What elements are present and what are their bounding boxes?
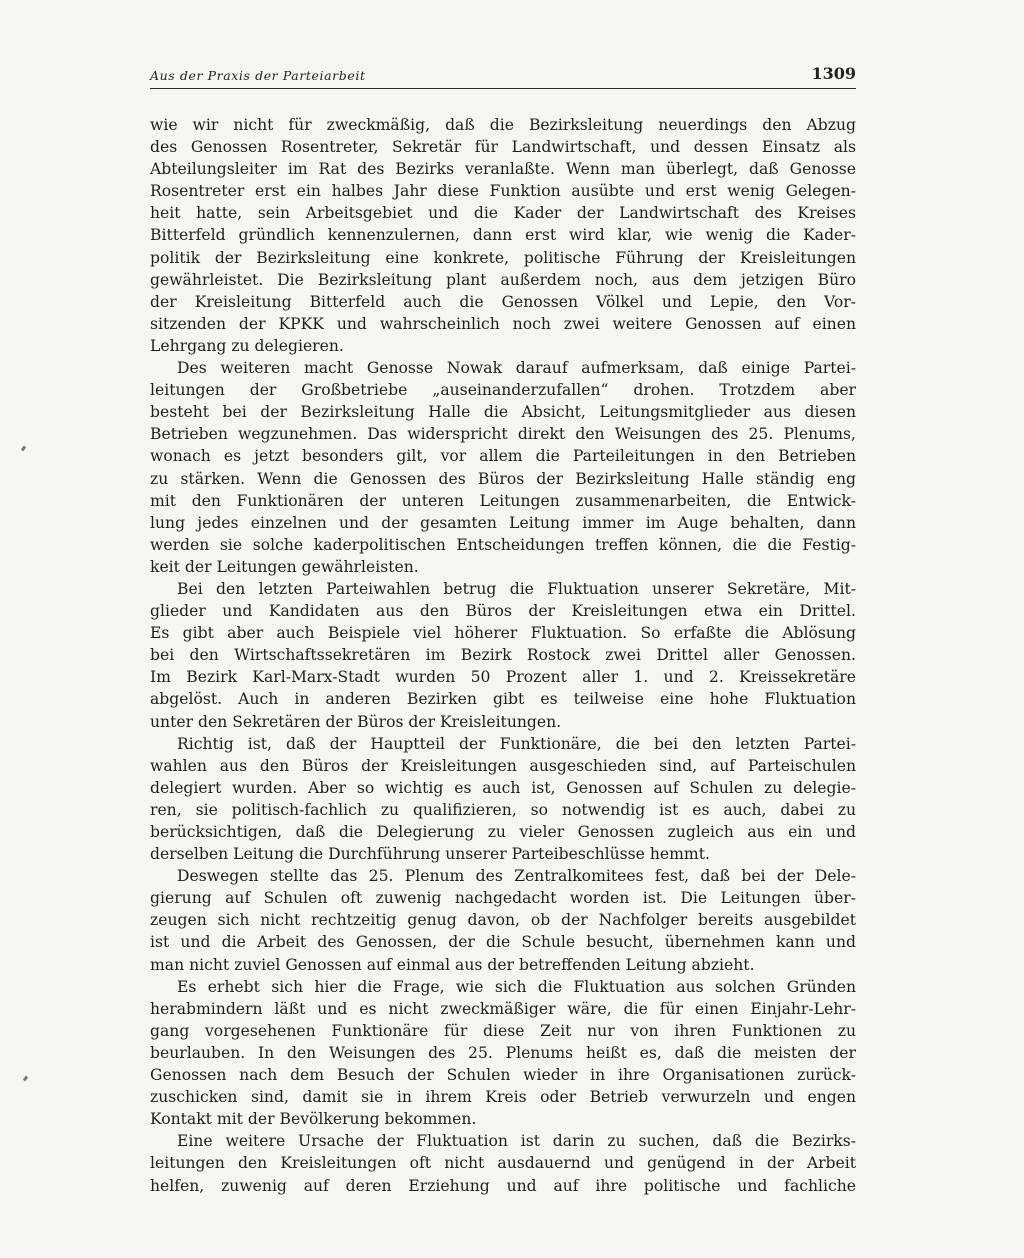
text-line: delegiert wurden. Aber so wichtig es auch ist, Genossen auf Schulen zu delegie- [150, 778, 856, 797]
text-line: des Genossen Rosentreter, Sekretär für Landwirtschaft, und dessen Einsatz als [150, 138, 856, 157]
text-line: besteht bei der Bezirksleitung Halle die Absicht, Leitungsmitglieder aus diesen [150, 403, 856, 422]
text-line: wahlen aus den Büros der Kreisleitungen ausgeschieden sind, auf Parteischulen [150, 756, 856, 775]
text-line: Es erhebt sich hier die Frage, wie sich die Fluktuation aus solchen Gründen [177, 977, 856, 996]
text-line: man nicht zuviel Genossen auf einmal aus der betreffenden Leitung abzieht. [150, 955, 755, 974]
text-line: mit den Funktionären der unteren Leitungen zusammenarbeiten, die Entwick- [150, 491, 856, 510]
running-head: Aus der Praxis der Parteiarbeit [150, 68, 366, 83]
text-line: Des weiteren macht Genosse Nowak darauf aufmerksam, daß einige Partei- [177, 359, 856, 378]
text-line: lung jedes einzelnen und der gesamten Leitung immer im Auge behalten, dann [150, 513, 856, 532]
text-line: Deswegen stellte das 25. Plenum des Zentralkomitees fest, daß bei der Dele- [177, 867, 856, 886]
text-line: ren, sie politisch-fachlich zu qualifizieren, so notwendig ist es auch, dabei zu [150, 800, 856, 819]
text-line: Richtig ist, daß der Hauptteil der Funktionäre, die bei den letzten Partei- [177, 734, 856, 753]
text-line: Es gibt aber auch Beispiele viel höherer Fluktuation. So erfaßte die Ablösung [150, 624, 856, 643]
text-line: Lehrgang zu delegieren. [150, 336, 344, 355]
text-line: Genossen nach dem Besuch der Schulen wieder in ihre Organisationen zurück- [150, 1066, 856, 1085]
page-header [150, 64, 856, 89]
text-line: Abteilungsleiter im Rat des Bezirks veranlaßte. Wenn man überlegt, daß Genosse [150, 160, 856, 179]
text-line: bei den Wirtschaftssekretären im Bezirk Rostock zwei Drittel aller Genossen. [150, 646, 856, 665]
text-line: glieder und Kandidaten aus den Büros der Kreisleitungen etwa ein Drittel. [150, 602, 856, 621]
text-line: der Kreisleitung Bitterfeld auch die Genossen Völkel und Lepie, den Vor- [150, 292, 856, 311]
text-line: wonach es jetzt besonders gilt, vor allem die Parteileitungen in den Betrieben [150, 447, 856, 466]
text-line: ist und die Arbeit des Genossen, der die Schule besucht, übernehmen kann und [150, 933, 856, 952]
text-line: unter den Sekretären der Büros der Kreisleitungen. [150, 712, 562, 731]
text-line: beurlauben. In den Weisungen des 25. Plenums heißt es, daß die meisten der [150, 1043, 856, 1062]
text-line: Eine weitere Ursache der Fluktuation ist darin zu suchen, daß die Bezirks- [177, 1132, 856, 1151]
scan-mark [21, 446, 26, 452]
scan-mark [23, 1076, 28, 1082]
text-line: Bei den letzten Parteiwahlen betrug die Fluktuation unserer Sekretäre, Mit- [177, 579, 856, 598]
text-line: zeugen sich nicht rechtzeitig genug davon, ob der Nachfolger bereits ausgebildet [150, 911, 856, 930]
text-line: Rosentreter erst ein halbes Jahr diese Funktion ausübte und erst wenig Gelegen- [150, 182, 856, 201]
text-line: Kontakt mit der Bevölkerung bekommen. [150, 1110, 477, 1129]
text-line: Im Bezirk Karl-Marx-Stadt wurden 50 Prozent aller 1. und 2. Kreissekretäre [150, 668, 856, 687]
text-line: helfen, zuwenig auf deren Erziehung und auf ihre politische und fachliche [150, 1176, 856, 1195]
page-number: 1309 [811, 64, 856, 83]
text-line: leitungen der Großbetriebe „auseinanderzufallen“ drohen. Trotzdem aber [150, 381, 856, 400]
text-line: herabmindern läßt und es nicht zweckmäßiger wäre, die für einen Einjahr-Lehr- [150, 999, 856, 1018]
text-line: derselben Leitung die Durchführung unserer Parteibeschlüsse hemmt. [150, 845, 710, 864]
text-line: berücksichtigen, daß die Delegierung zu vieler Genossen zugleich aus ein und [150, 823, 856, 841]
text-line: keit der Leitungen gewährleisten. [150, 557, 419, 576]
text-line: leitungen den Kreisleitungen oft nicht ausdauernd und genügend in der Arbeit [150, 1154, 856, 1173]
text-line: abgelöst. Auch in anderen Bezirken gibt es teilweise eine hohe Fluktuation [150, 690, 856, 709]
text-line: sitzenden der KPKK und wahrscheinlich noch zwei weitere Genossen auf einen [150, 314, 856, 333]
text-line: Betrieben wegzunehmen. Das widerspricht direkt den Weisungen des 25. Plenums, [150, 425, 856, 444]
text-line: wie wir nicht für zweckmäßig, daß die Bezirksleitung neuerdings den Abzug [150, 116, 856, 134]
text-line: zuschicken sind, damit sie in ihrem Kreis oder Betrieb verwurzeln und engen [150, 1088, 856, 1107]
text-line: politik der Bezirksleitung eine konkrete, politische Führung der Kreisleitungen [150, 248, 856, 267]
body-text [150, 114, 856, 1197]
text-line: gierung auf Schulen oft zuwenig nachgedacht worden ist. Die Leitungen über- [150, 889, 856, 908]
text-line: Bitterfeld gründlich kennenzulernen, dann erst wird klar, wie wenig die Kader- [150, 226, 856, 245]
text-line: zu stärken. Wenn die Genossen des Büros der Bezirksleitung Halle ständig eng [150, 469, 856, 488]
text-line: gang vorgesehenen Funktionäre für diese Zeit nur von ihren Funktionen zu [150, 1021, 856, 1040]
text-line: heit hatte, sein Arbeitsgebiet und die Kader der Landwirtschaft des Kreises [150, 204, 856, 223]
text-line: werden sie solche kaderpolitischen Entscheidungen treffen können, die die Festig- [150, 535, 856, 554]
text-line: gewährleistet. Die Bezirksleitung plant außerdem noch, aus dem jetzigen Büro [150, 270, 856, 289]
